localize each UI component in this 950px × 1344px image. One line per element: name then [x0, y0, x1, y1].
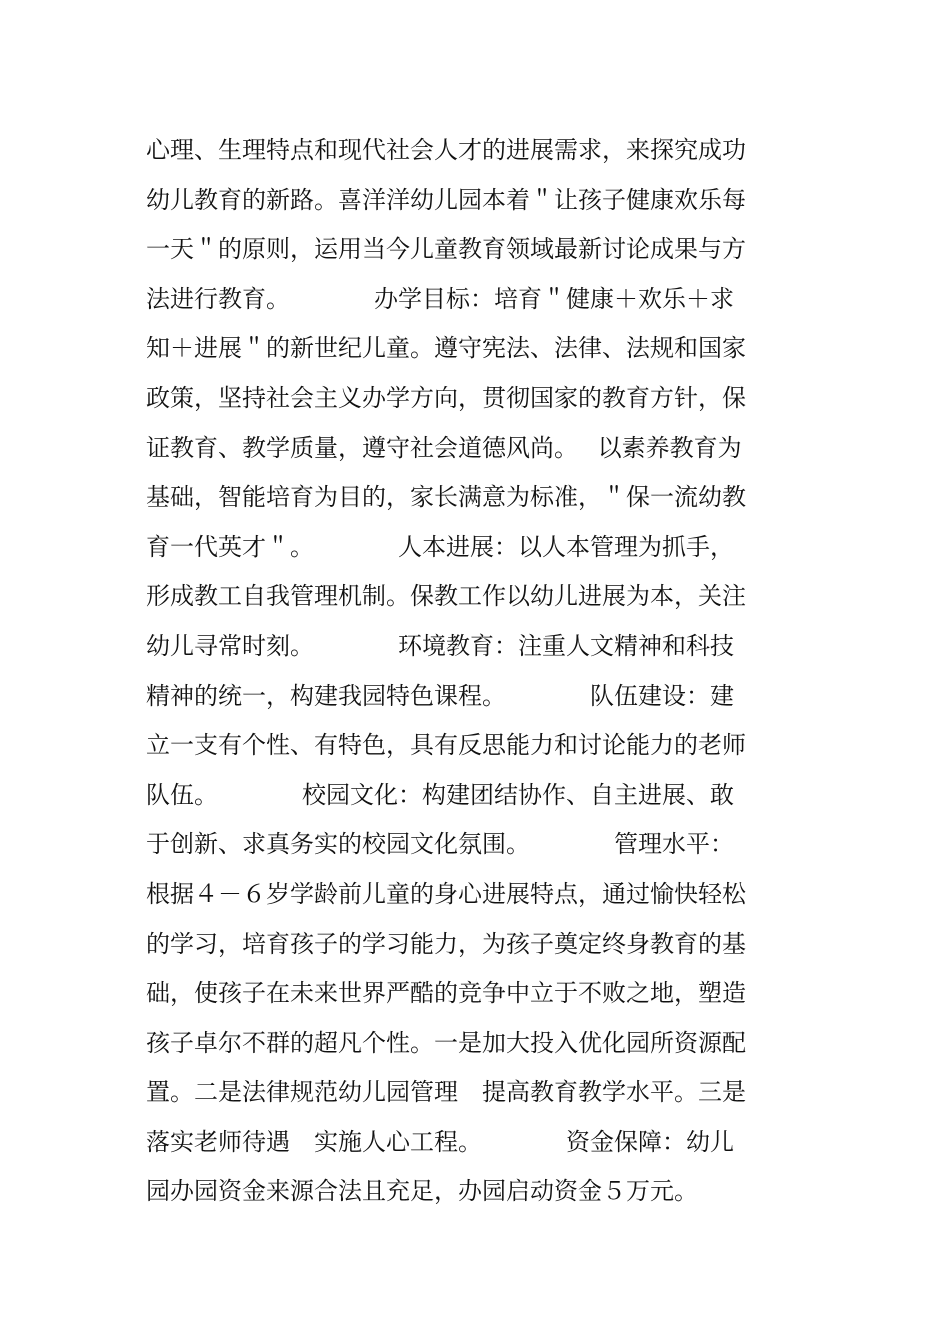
text-line: 精神的统一，构建我园特色课程。 队伍建设：建 — [146, 681, 734, 710]
text-line: 幼儿教育的新路。喜洋洋幼儿园本着＂让孩子健康欢乐每 — [146, 185, 746, 214]
text-line: 法进行教育。 办学目标：培育＂健康＋欢乐＋求 — [146, 284, 734, 313]
text-line: 落实老师待遇 实施人心工程。 资金保障：幼儿 — [146, 1127, 734, 1156]
text-line: 形成教工自我管理机制。保教工作以幼儿进展为本，关注 — [146, 582, 746, 611]
text-line: 孩子卓尔不群的超凡个性。一是加大投入优化园所资源配 — [146, 1028, 746, 1057]
text-line: 育一代英才＂。 人本进展：以人本管理为抓手， — [146, 532, 734, 561]
text-line: 的学习，培育孩子的学习能力，为孩子奠定终身教育的基 — [146, 929, 746, 958]
text-line: 置。二是法律规范幼儿园管理 提高教育教学水平。三是 — [146, 1078, 746, 1107]
text-line: 于创新、求真务实的校园文化氛围。 管理水平： — [146, 830, 734, 859]
text-line: 立一支有个性、有特色，具有反思能力和讨论能力的老师 — [146, 731, 746, 760]
text-line: 幼儿寻常时刻。 环境教育：注重人文精神和科技 — [146, 631, 734, 660]
text-line: 基础，智能培育为目的，家长满意为标准，＂保一流幼教 — [146, 483, 746, 512]
text-line: 园办园资金来源合法且充足，办园启动资金５万元。 — [146, 1177, 698, 1206]
text-line: 知＋进展＂的新世纪儿童。遵守宪法、法律、法规和国家 — [146, 334, 746, 363]
text-line: 一天＂的原则，运用当今儿童教育领域最新讨论成果与方 — [146, 235, 746, 264]
text-line: 政策，坚持社会主义办学方向，贯彻国家的教育方针，保 — [146, 383, 746, 412]
text-line: 根据４－６岁学龄前儿童的身心进展特点，通过愉快轻松 — [146, 879, 746, 908]
text-line: 心理、生理特点和现代社会人才的进展需求，来探究成功 — [146, 136, 746, 164]
text-line: 证教育、教学质量，遵守社会道德风尚。 以素养教育为 — [146, 433, 742, 462]
text-line: 队伍。 校园文化：构建团结协作、自主进展、敢 — [146, 780, 734, 809]
text-line: 础，使孩子在未来世界严酷的竞争中立于不败之地，塑造 — [146, 979, 746, 1008]
body-text — [146, 126, 816, 1217]
